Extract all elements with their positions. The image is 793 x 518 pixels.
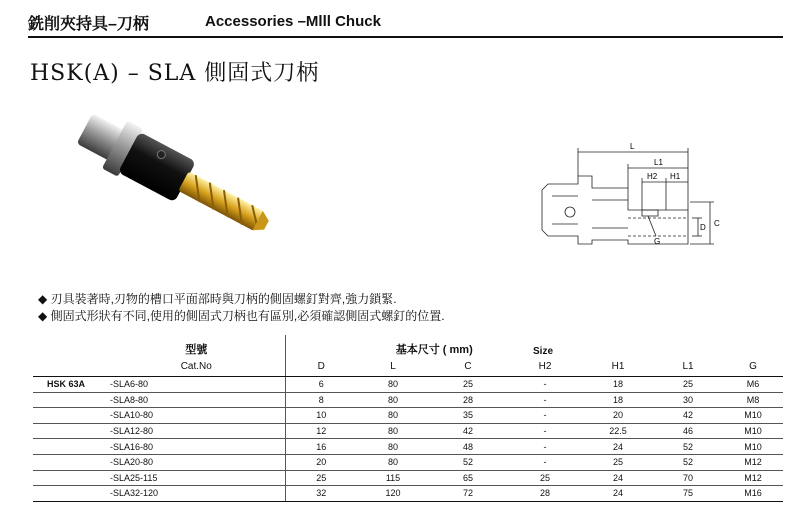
dim-label-C: C (714, 219, 720, 228)
cell-d: 32 (285, 486, 357, 502)
dim-label-L1: L1 (654, 158, 663, 167)
cell-l1: 42 (653, 408, 723, 424)
section-title-cn: 銑削夾持具–刀柄 (28, 16, 149, 33)
cell-l1: 30 (653, 392, 723, 408)
dims-header-label: 基本尺寸 ( mm) (395, 344, 473, 356)
cell-g: M10 (723, 408, 783, 424)
cell-g: M8 (723, 392, 783, 408)
cell-d: 12 (285, 423, 357, 439)
cat-no-cell: -SLA16-80 (108, 439, 285, 455)
model-header-cn: 型號 (185, 344, 208, 356)
cell-l: 80 (357, 423, 429, 439)
model-header-en: Cat.No (108, 357, 285, 377)
cell-c: 65 (429, 470, 507, 486)
cell-l1: 52 (653, 439, 723, 455)
cell-c: 42 (429, 423, 507, 439)
dim-label-H2: H2 (647, 172, 658, 181)
col-header-H1: H1 (583, 357, 653, 377)
cell-l1: 70 (653, 470, 723, 486)
series-label-empty (33, 439, 108, 455)
table-row (33, 486, 783, 502)
table-row (33, 392, 783, 408)
col-header-D: D (285, 357, 357, 377)
cell-h1: 20 (583, 408, 653, 424)
cell-h1: 22.5 (583, 423, 653, 439)
cell-c: 52 (429, 454, 507, 470)
cat-no-cell: -SLA8-80 (108, 392, 285, 408)
cat-no-cell: -SLA32-120 (108, 486, 285, 502)
cell-l: 80 (357, 392, 429, 408)
cell-g: M10 (723, 439, 783, 455)
series-label-empty (33, 392, 108, 408)
series-label-empty (33, 486, 108, 502)
table-row (33, 470, 783, 486)
usage-note-2: ◆ 側固式形狀有不同,使用的側固式刀柄也有區別,必須確認側固式螺釘的位置. (38, 309, 445, 323)
series-label: HSK 63A (33, 377, 108, 393)
cell-g: M6 (723, 377, 783, 393)
dimension-diagram (530, 140, 770, 255)
table-row (33, 439, 783, 455)
table-row (33, 454, 783, 470)
cell-h2: - (507, 392, 583, 408)
cell-d: 25 (285, 470, 357, 486)
dim-label-G: G (654, 237, 661, 246)
product-title: HSK(A) – SLA 側固式刀柄 (30, 61, 320, 86)
cell-h2: - (507, 423, 583, 439)
dim-label-D: D (700, 223, 706, 232)
cell-h2: - (507, 439, 583, 455)
cell-l: 80 (357, 377, 429, 393)
cell-c: 72 (429, 486, 507, 502)
usage-note-1: ◆ 刃具裝著時,刃物的槽口平面部時與刀柄的側固螺釘對齊,強力鎖緊. (38, 292, 397, 306)
end-mill-cutter (178, 171, 264, 231)
cell-g: M12 (723, 454, 783, 470)
table-row (33, 377, 783, 393)
size-header (533, 335, 783, 357)
cell-g: M16 (723, 486, 783, 502)
section-title-en: Accessories –Mlll Chuck (205, 13, 381, 30)
col-header-L: L (357, 357, 429, 377)
cell-g: M10 (723, 423, 783, 439)
dim-label-H1: H1 (670, 172, 681, 181)
col-header-L1: L1 (653, 357, 723, 377)
cell-h2: - (507, 408, 583, 424)
cell-d: 10 (285, 408, 357, 424)
table-row (33, 423, 783, 439)
cell-g: M12 (723, 470, 783, 486)
cell-l: 80 (357, 454, 429, 470)
cell-h1: 24 (583, 470, 653, 486)
col-header-C: C (429, 357, 507, 377)
cell-h2: 28 (507, 486, 583, 502)
cell-c: 48 (429, 439, 507, 455)
cell-d: 20 (285, 454, 357, 470)
cell-h2: - (507, 454, 583, 470)
cell-d: 16 (285, 439, 357, 455)
cell-h2: 25 (507, 470, 583, 486)
cell-h2: - (507, 377, 583, 393)
tool-holder-photo (55, 108, 290, 268)
cell-d: 8 (285, 392, 357, 408)
cell-l1: 46 (653, 423, 723, 439)
cell-c: 35 (429, 408, 507, 424)
cell-h1: 24 (583, 439, 653, 455)
cell-h1: 25 (583, 454, 653, 470)
spec-table (33, 335, 783, 502)
col-header-G: G (723, 357, 783, 377)
cell-h1: 24 (583, 486, 653, 502)
cell-l: 115 (357, 470, 429, 486)
cat-no-cell: -SLA12-80 (108, 423, 285, 439)
cell-c: 28 (429, 392, 507, 408)
cell-l: 80 (357, 408, 429, 424)
cell-h1: 18 (583, 392, 653, 408)
cat-no-cell: -SLA20-80 (108, 454, 285, 470)
header-divider (28, 36, 783, 38)
cell-l1: 25 (653, 377, 723, 393)
cat-no-cell: -SLA25-115 (108, 470, 285, 486)
size-header-label: Size (533, 346, 554, 357)
cell-l: 120 (357, 486, 429, 502)
cell-l1: 52 (653, 454, 723, 470)
cell-c: 25 (429, 377, 507, 393)
series-label-empty (33, 454, 108, 470)
series-label-empty (33, 470, 108, 486)
cat-no-cell: -SLA10-80 (108, 408, 285, 424)
table-row (33, 408, 783, 424)
cell-h1: 18 (583, 377, 653, 393)
cell-l: 80 (357, 439, 429, 455)
col-header-H2: H2 (507, 357, 583, 377)
dim-label-L: L (630, 142, 635, 151)
table-header-blank (33, 335, 108, 357)
table-header-blank-2 (33, 357, 108, 377)
series-label-empty (33, 408, 108, 424)
spec-table-body (33, 377, 783, 502)
series-label-empty (33, 423, 108, 439)
cat-no-cell: -SLA6-80 (108, 377, 285, 393)
cell-d: 6 (285, 377, 357, 393)
cell-l1: 75 (653, 486, 723, 502)
